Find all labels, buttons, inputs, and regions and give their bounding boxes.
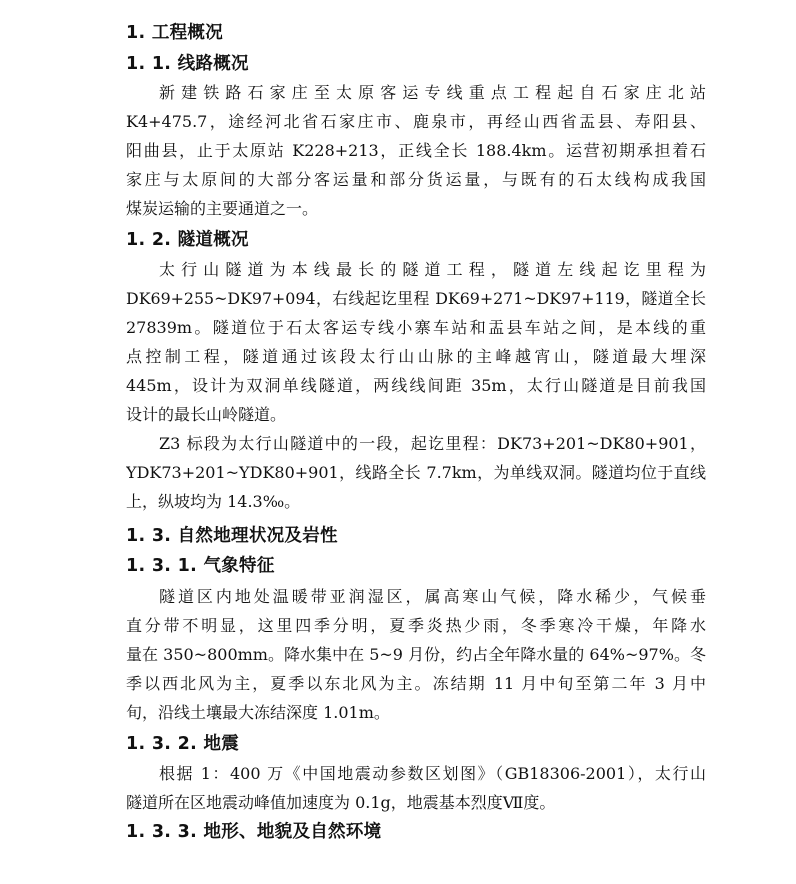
text-line: 季以西北风为主，夏季以东北风为主。冻结期 11 月中旬至第二年 3 月中 <box>126 674 706 693</box>
text-line: DK69+255~DK97+094，右线起讫里程 DK69+271~DK97+119，隧道全长 <box>126 289 706 308</box>
text-line: YDK73+201~YDK80+901，线路全长 7.7km，为单线双洞。隧道均位于直线 <box>126 463 706 482</box>
text-line: 煤炭运输的主要通道之一。 <box>126 199 319 218</box>
heading-tunnel-overview: 1. 2. 隧道概况 <box>126 230 249 250</box>
heading-climate-features: 1. 3. 1. 气象特征 <box>126 556 275 576</box>
heading-engineering-overview: 1. 工程概况 <box>126 23 224 43</box>
text-line: 27839m。隧道位于石太客运专线小寨车站和盂县车站之间，是本线的重 <box>126 318 706 337</box>
text-line: 家庄与太原间的大部分客运量和部分货运量，与既有的石太线构成我国 <box>126 170 706 189</box>
text-line: 隧道所在区地震动峰值加速度为 0.1g，地震基本烈度Ⅶ度。 <box>126 793 556 812</box>
text-line: 上，纵坡均为 14.3‰。 <box>126 492 301 511</box>
heading-natural-geography: 1. 3. 自然地理状况及岩性 <box>126 526 338 546</box>
text-line: K4+475.7，途经河北省石家庄市、鹿泉市，再经山西省盂县、寿阳县、 <box>126 112 706 131</box>
text-line: 旬，沿线土壤最大冻结深度 1.01m。 <box>126 703 390 722</box>
text-line: 直分带不明显，这里四季分明，夏季炎热少雨，冬季寒冷干燥，年降水 <box>126 616 706 635</box>
paragraph-tunnel-overview <box>126 255 706 516</box>
text-line: 阳曲县，止于太原站 K228+213，正线全长 188.4km。运营初期承担着石 <box>126 141 706 160</box>
paragraph-earthquake <box>126 759 706 817</box>
text-line: 设计的最长山岭隧道。 <box>126 405 287 424</box>
text-line: 新建铁路石家庄至太原客运专线重点工程起自石家庄北站 <box>159 83 706 102</box>
text-line: 量在 350~800mm。降水集中在 5~9 月份，约占全年降水量的 64%~97%。冬 <box>126 645 706 664</box>
paragraph-route-overview <box>126 78 706 223</box>
heading-earthquake: 1. 3. 2. 地震 <box>126 734 240 754</box>
text-line: 点控制工程，隧道通过该段太行山山脉的主峰越宵山，隧道最大埋深 <box>126 347 706 366</box>
text-line: 445m，设计为双洞单线隧道，两线线间距 35m，太行山隧道是目前我国 <box>126 376 706 395</box>
text-line: 太行山隧道为本线最长的隧道工程，隧道左线起讫里程为 <box>159 260 706 279</box>
text-line: 根据 1：400 万《中国地震动参数区划图》（GB18306-2001），太行山 <box>159 764 706 783</box>
heading-route-overview: 1. 1. 线路概况 <box>126 54 249 74</box>
heading-terrain-environment: 1. 3. 3. 地形、地貌及自然环境 <box>126 822 382 842</box>
text-line: Z3 标段为太行山隧道中的一段，起讫里程：DK73+201~DK80+901， <box>159 434 706 453</box>
paragraph-climate <box>126 582 706 727</box>
text-line: 隧道区内地处温暖带亚润湿区，属高寒山气候，降水稀少，气候垂 <box>159 587 706 606</box>
